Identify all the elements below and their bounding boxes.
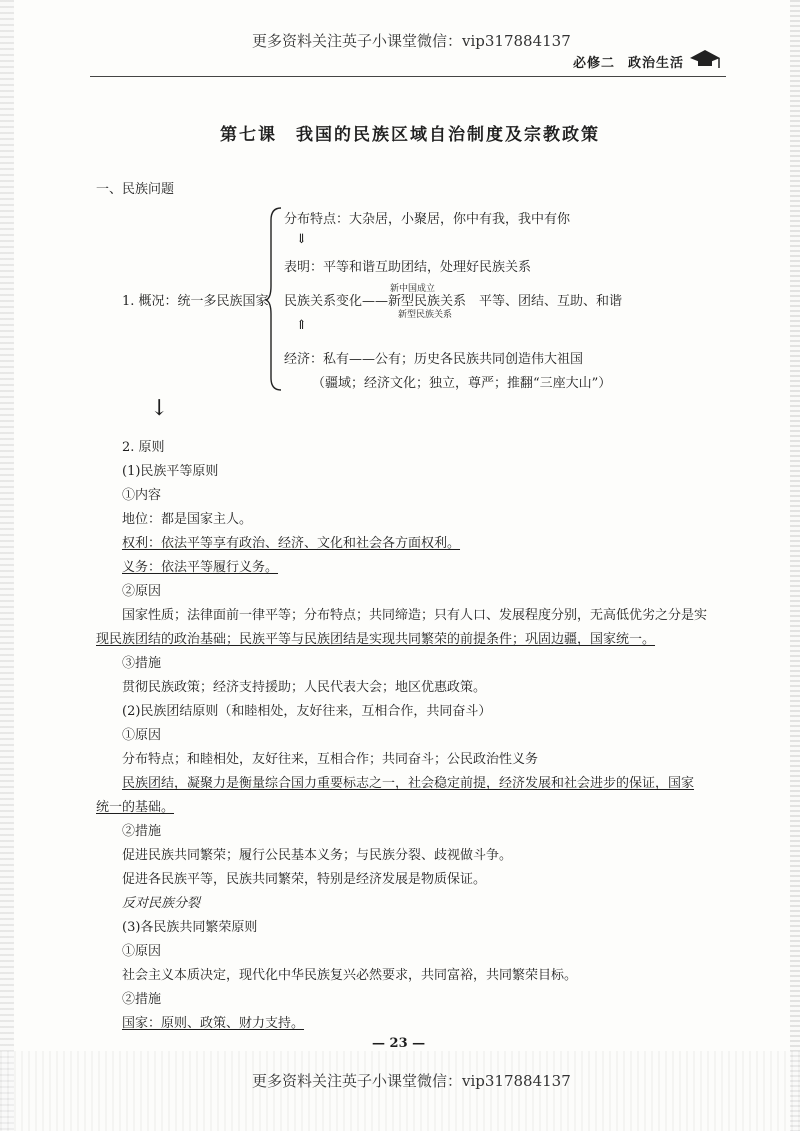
- header-rule: [90, 76, 726, 77]
- prosperity-measures: 国家：原则、政策、财力支持。: [122, 1016, 305, 1031]
- watermark-top: 更多资料关注英子小课堂微信：vip317884137: [252, 32, 571, 50]
- unity-measures-heading: ②措施: [122, 824, 162, 839]
- page-number: — 23 —: [372, 1036, 426, 1051]
- graduation-cap-icon: [688, 46, 722, 72]
- principles-heading: 2. 原则: [122, 440, 165, 455]
- brace-line-relations: 民族关系变化——新型民族关系 平等、团结、互助、和谐: [284, 294, 623, 309]
- prosperity-reasons: 社会主义本质决定，现代化中华民族复兴必然要求，共同富裕，共同繁荣目标。: [122, 968, 578, 983]
- equality-reasons-2: 现民族团结的政治基础；民族平等与民族团结是实现共同繁荣的前提条件；巩固边疆，国家统一。: [96, 632, 656, 647]
- arrow-down-icon: ⇓: [296, 232, 307, 247]
- brace-note-bottom: 新型民族关系: [398, 310, 453, 320]
- equality-rights: 权利：依法平等享有政治、经济、文化和社会各方面权利。: [122, 536, 461, 551]
- brace-line-parenthetical: （疆域；经济文化；独立，尊严；推翻“三座大山”）: [312, 376, 612, 391]
- header-subject: 政治生活: [628, 56, 685, 71]
- equality-duties: 义务：依法平等履行义务。: [122, 560, 279, 575]
- prosperity-measures-heading: ②措施: [122, 992, 162, 1007]
- equality-measures: 贯彻民族政策；经济支持援助；人民代表大会；地区优惠政策。: [122, 680, 487, 695]
- header-book: 必修二: [573, 56, 616, 71]
- brace-line-economy: 经济：私有——公有；历史各民族共同创造伟大祖国: [284, 352, 584, 367]
- equality-measures-heading: ③措施: [122, 656, 162, 671]
- principle-equality: (1)民族平等原则: [122, 464, 219, 479]
- unity-measures-2: 促进各民族平等，民族共同繁荣，特别是经济发展是物质保证。: [122, 872, 487, 887]
- watermark-bottom: 更多资料关注英子小课堂微信：vip317884137: [252, 1072, 571, 1090]
- unity-measures-1: 促进民族共同繁荣；履行公民基本义务；与民族分裂、歧视做斗争。: [122, 848, 513, 863]
- unity-reasons-2: 民族团结，凝聚力是衡量综合国力重要标志之一，社会稳定前提，经济发展和社会进步的保证，国家: [122, 776, 695, 791]
- equality-status: 地位：都是国家主人。: [122, 512, 253, 527]
- equality-reasons-1: 国家性质；法律面前一律平等；分布特点；共同缔造；只有人口、发展程度分别，无高低优劣之分是实: [122, 608, 708, 623]
- equality-reasons-heading: ②原因: [122, 584, 162, 599]
- arrow-down-large-icon: ↓: [150, 396, 169, 421]
- prosperity-reasons-heading: ①原因: [122, 944, 162, 959]
- brace-note-top: 新中国成立: [390, 284, 436, 294]
- brace-line-indicates: 表明：平等和谐互助团结，处理好民族关系: [284, 260, 532, 275]
- page-title: 第七课 我国的民族区域自治制度及宗教政策: [220, 125, 600, 145]
- equality-content-heading: ①内容: [122, 488, 162, 503]
- unity-reasons-3: 统一的基础。: [96, 800, 175, 815]
- scan-edge-right: [790, 0, 800, 1131]
- principle-prosperity: (3)各民族共同繁荣原则: [122, 920, 258, 935]
- scan-edge-bottom: [0, 1051, 800, 1131]
- arrow-up-icon: ⇑: [296, 318, 307, 333]
- principle-unity: (2)民族团结原则（和睦相处，友好往来，互相合作，共同奋斗）: [122, 704, 492, 719]
- brace-line-distribution: 分布特点：大杂居，小聚居，你中有我，我中有你: [284, 212, 571, 227]
- unity-reasons-heading: ①原因: [122, 728, 162, 743]
- overview-label: 1. 概况：统一多民族国家: [122, 294, 269, 309]
- brace-icon: [265, 206, 283, 392]
- unity-measures-3: 反对民族分裂: [122, 896, 201, 911]
- unity-reasons-1: 分布特点；和睦相处，友好往来，互相合作；共同奋斗；公民政治性义务: [122, 752, 539, 767]
- section-heading: 一、民族问题: [96, 182, 175, 197]
- scan-edge-left: [0, 0, 14, 1131]
